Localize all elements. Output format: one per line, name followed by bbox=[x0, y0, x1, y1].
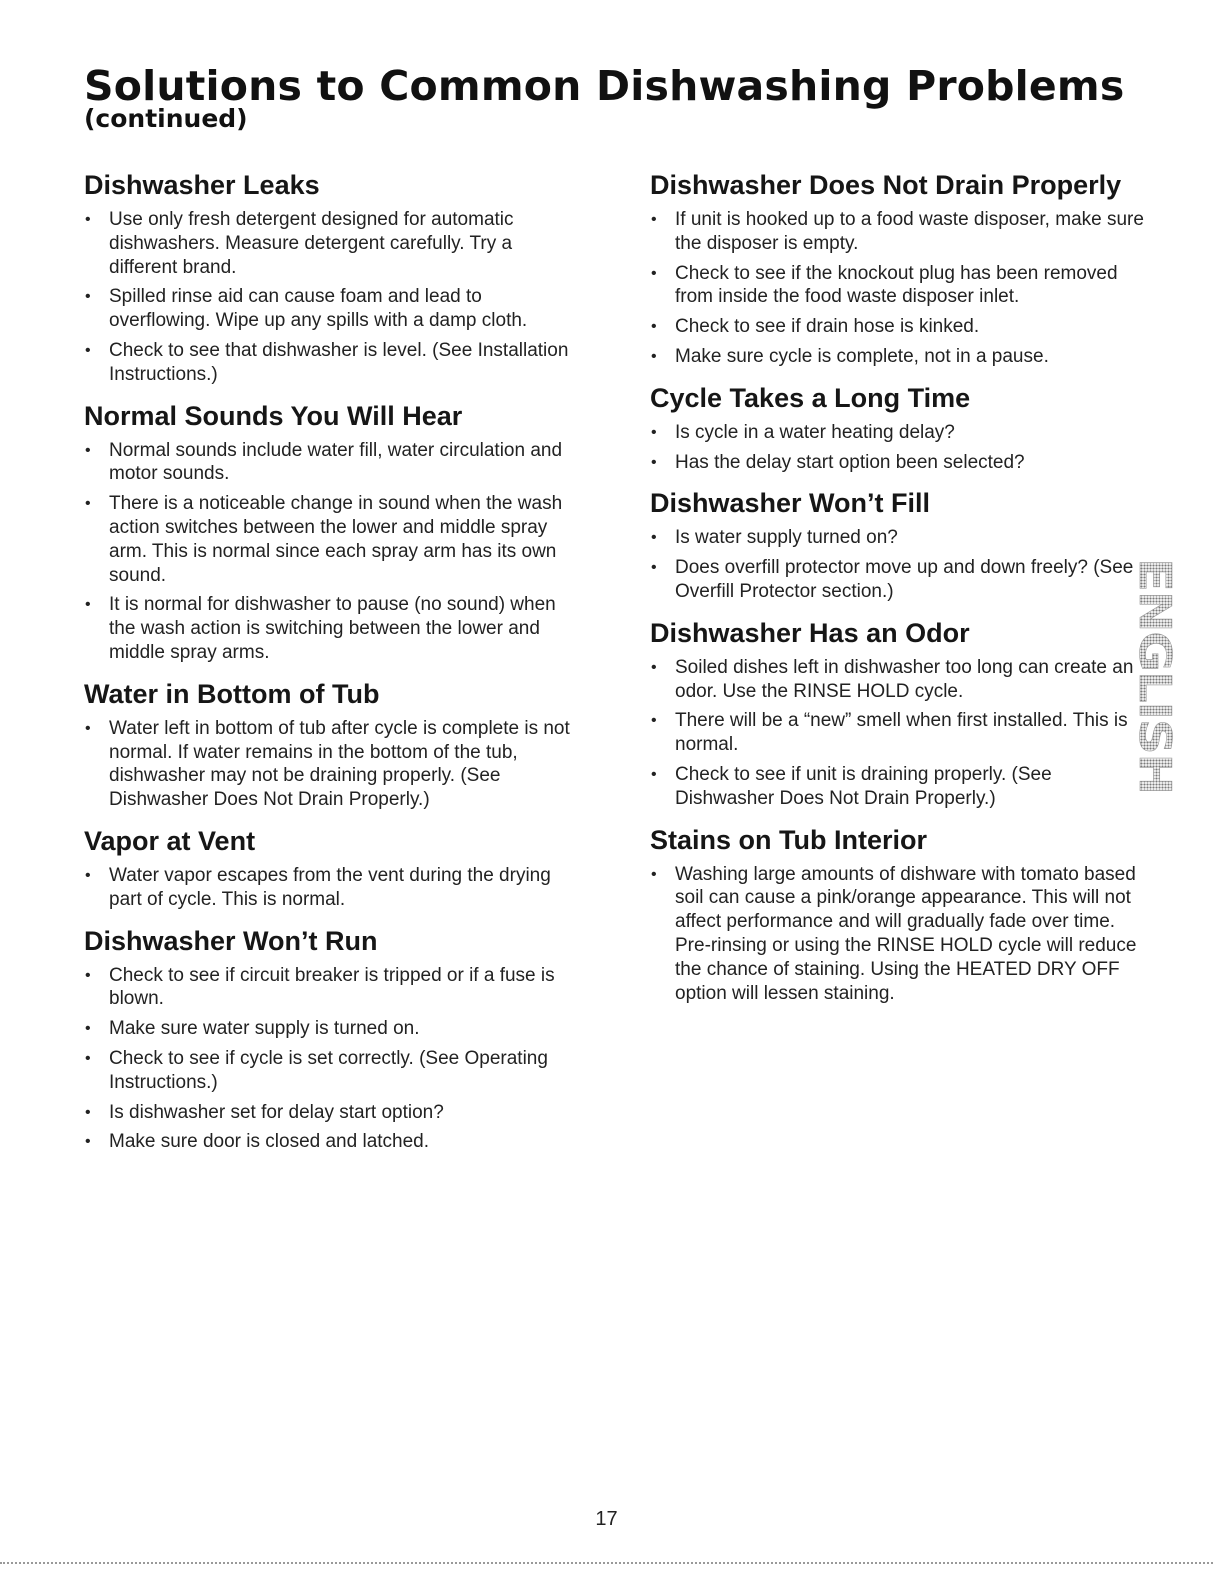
list-item bbox=[84, 1130, 584, 1154]
bullet-icon: • bbox=[85, 1133, 91, 1151]
troubleshooting-section bbox=[650, 486, 1150, 603]
bullet-icon: • bbox=[85, 1103, 91, 1121]
list-item-text: Use only fresh detergent designed for automatic dishwashers. Measure detergent carefully. Try a different brand. bbox=[109, 209, 514, 278]
list-item bbox=[650, 526, 1150, 550]
bullet-icon: • bbox=[85, 441, 91, 459]
bullet-icon: • bbox=[85, 211, 91, 228]
list-item-text: Washing large amounts of dishware with tomato based soil can cause a pink/orange appearance. This will not affect performance and will gradually fade over time. Pre-rinsing or using the RINSE HOLD cycle will reduce the chance of staining. Using the HEATED DRY OFF option will lessen staining. bbox=[675, 863, 1137, 1004]
list-item-text: Check to see that dishwasher is level. (See Installation Instructions.) bbox=[109, 339, 569, 385]
list-item bbox=[650, 763, 1150, 811]
left-column bbox=[84, 168, 584, 1166]
troubleshooting-section bbox=[84, 399, 584, 665]
list-item-text: Does overfill protector move up and down freely? (See Overfill Protector section.) bbox=[675, 557, 1134, 602]
bullet-icon: • bbox=[85, 1020, 91, 1038]
bullet-list bbox=[84, 964, 584, 1155]
bullet-icon: • bbox=[85, 966, 91, 984]
list-item bbox=[650, 556, 1150, 604]
list-item bbox=[650, 208, 1150, 256]
language-tab-text: ENGLISH bbox=[1129, 558, 1180, 767]
bullet-icon: • bbox=[651, 264, 657, 282]
list-item-text: Water left in bottom of tub after cycle is complete is not normal. If water remains in the bottom of the tub, dishwasher may not be draining properly. (See Dishwasher Does Not Drain Properly.) bbox=[109, 717, 570, 811]
list-item bbox=[650, 863, 1150, 1006]
list-item-text: Water vapor escapes from the vent during the drying part of cycle. This is normal. bbox=[109, 864, 551, 910]
section-heading: Stains on Tub Interior bbox=[650, 824, 928, 855]
page-subtitle: (continued) bbox=[84, 104, 248, 133]
troubleshooting-section bbox=[84, 924, 584, 1155]
list-item bbox=[650, 421, 1150, 445]
section-heading: Dishwasher Does Not Drain Properly bbox=[650, 170, 1122, 200]
list-item-text: Check to see if unit is draining properly. (See Dishwasher Does Not Drain Properly.) bbox=[675, 763, 1052, 809]
list-item bbox=[84, 208, 584, 279]
bullet-icon: • bbox=[85, 719, 91, 737]
page-title: Solutions to Common Dishwashing Problems bbox=[84, 62, 1125, 110]
bullet-list bbox=[650, 863, 1150, 1006]
list-item-text: Spilled rinse aid can cause foam and lead to overflowing. Wipe up any spills with a damp cloth. bbox=[109, 286, 528, 332]
bullet-icon: • bbox=[651, 423, 657, 441]
list-item-text: Make sure cycle is complete, not in a pause. bbox=[675, 345, 1049, 367]
list-item bbox=[650, 315, 1150, 339]
list-item bbox=[84, 717, 584, 812]
bullet-list bbox=[650, 208, 1150, 369]
list-item-text: Check to see if cycle is set correctly. (See Operating Instructions.) bbox=[109, 1047, 548, 1093]
bullet-list bbox=[84, 439, 584, 665]
bullet-icon: • bbox=[651, 529, 657, 547]
bullet-icon: • bbox=[85, 495, 91, 513]
bullet-icon: • bbox=[651, 453, 657, 471]
bullet-list bbox=[650, 526, 1150, 603]
right-column bbox=[650, 168, 1150, 1017]
bullet-icon: • bbox=[651, 211, 657, 228]
bullet-icon: • bbox=[651, 318, 657, 336]
bullet-list bbox=[650, 421, 1150, 475]
troubleshooting-section bbox=[84, 824, 584, 912]
bullet-icon: • bbox=[85, 866, 91, 884]
list-item-text: Make sure door is closed and latched. bbox=[109, 1131, 430, 1153]
bullet-list bbox=[84, 717, 584, 812]
list-item-text: Is water supply turned on? bbox=[675, 527, 898, 549]
section-heading: Vapor at Vent bbox=[84, 825, 256, 856]
list-item bbox=[84, 439, 584, 487]
list-item-text: Soiled dishes left in dishwasher too long can create an odor. Use the RINSE HOLD cycle. bbox=[675, 656, 1134, 702]
section-heading: Dishwasher Leaks bbox=[84, 170, 320, 200]
section-heading: Dishwasher Won’t Fill bbox=[650, 488, 931, 519]
list-item-text: There is a noticeable change in sound when the wash action switches between the lower and middle spray arm. This is normal since each spray arm has its own sound. bbox=[109, 493, 563, 586]
list-item bbox=[84, 593, 584, 664]
list-item-text: There will be a “new” smell when first installed. This is normal. bbox=[675, 710, 1128, 756]
list-item bbox=[84, 864, 584, 912]
list-item-text: Normal sounds include water fill, water circulation and motor sounds. bbox=[109, 439, 563, 485]
section-heading: Dishwasher Won’t Run bbox=[84, 925, 378, 956]
bullet-icon: • bbox=[651, 865, 657, 883]
troubleshooting-section bbox=[650, 168, 1150, 369]
bullet-icon: • bbox=[651, 658, 657, 676]
list-item bbox=[650, 451, 1150, 475]
list-item-text: Check to see if the knockout plug has been removed from inside the food waste disposer inlet. bbox=[675, 262, 1118, 308]
bullet-list bbox=[84, 864, 584, 912]
list-item bbox=[650, 262, 1150, 310]
list-item-text: Make sure water supply is turned on. bbox=[109, 1018, 420, 1040]
troubleshooting-section bbox=[650, 616, 1150, 811]
bullet-list bbox=[650, 656, 1150, 811]
list-item bbox=[84, 339, 584, 387]
list-item bbox=[84, 964, 584, 1012]
list-item bbox=[84, 285, 584, 333]
bottom-rule bbox=[0, 1562, 1213, 1564]
list-item-text: Check to see if drain hose is kinked. bbox=[675, 316, 980, 338]
bullet-icon: • bbox=[651, 347, 657, 365]
bullet-icon: • bbox=[85, 341, 91, 359]
list-item bbox=[650, 656, 1150, 704]
list-item-text: Is dishwasher set for delay start option? bbox=[109, 1101, 444, 1123]
list-item bbox=[650, 345, 1150, 369]
troubleshooting-section bbox=[84, 677, 584, 812]
list-item-text: It is normal for dishwasher to pause (no sound) when the wash action is switching between the lower and middle spray arms. bbox=[109, 594, 556, 663]
list-item bbox=[84, 492, 584, 587]
list-item-text: Has the delay start option been selected? bbox=[675, 451, 1025, 473]
section-heading: Cycle Takes a Long Time bbox=[650, 382, 971, 413]
page-number: 17 bbox=[595, 1508, 618, 1530]
list-item bbox=[84, 1101, 584, 1125]
bullet-icon: • bbox=[85, 596, 91, 614]
troubleshooting-section bbox=[650, 823, 1150, 1006]
section-heading: Normal Sounds You Will Hear bbox=[84, 400, 463, 431]
bullet-icon: • bbox=[651, 765, 657, 783]
section-heading: Water in Bottom of Tub bbox=[84, 678, 380, 709]
list-item-text: If unit is hooked up to a food waste disposer, make sure the disposer is empty. bbox=[675, 209, 1144, 254]
troubleshooting-section bbox=[650, 381, 1150, 475]
bullet-icon: • bbox=[651, 712, 657, 730]
bullet-icon: • bbox=[651, 559, 657, 577]
bullet-icon: • bbox=[85, 1049, 91, 1067]
list-item-text: Check to see if circuit breaker is tripped or if a fuse is blown. bbox=[109, 964, 555, 1010]
section-heading: Dishwasher Has an Odor bbox=[650, 617, 970, 648]
bullet-list bbox=[84, 208, 584, 387]
list-item bbox=[84, 1017, 584, 1041]
bullet-icon: • bbox=[85, 288, 91, 306]
list-item bbox=[84, 1047, 584, 1095]
language-tab bbox=[1126, 558, 1184, 794]
list-item bbox=[650, 709, 1150, 757]
troubleshooting-section bbox=[84, 168, 584, 387]
list-item-text: Is cycle in a water heating delay? bbox=[675, 421, 955, 443]
